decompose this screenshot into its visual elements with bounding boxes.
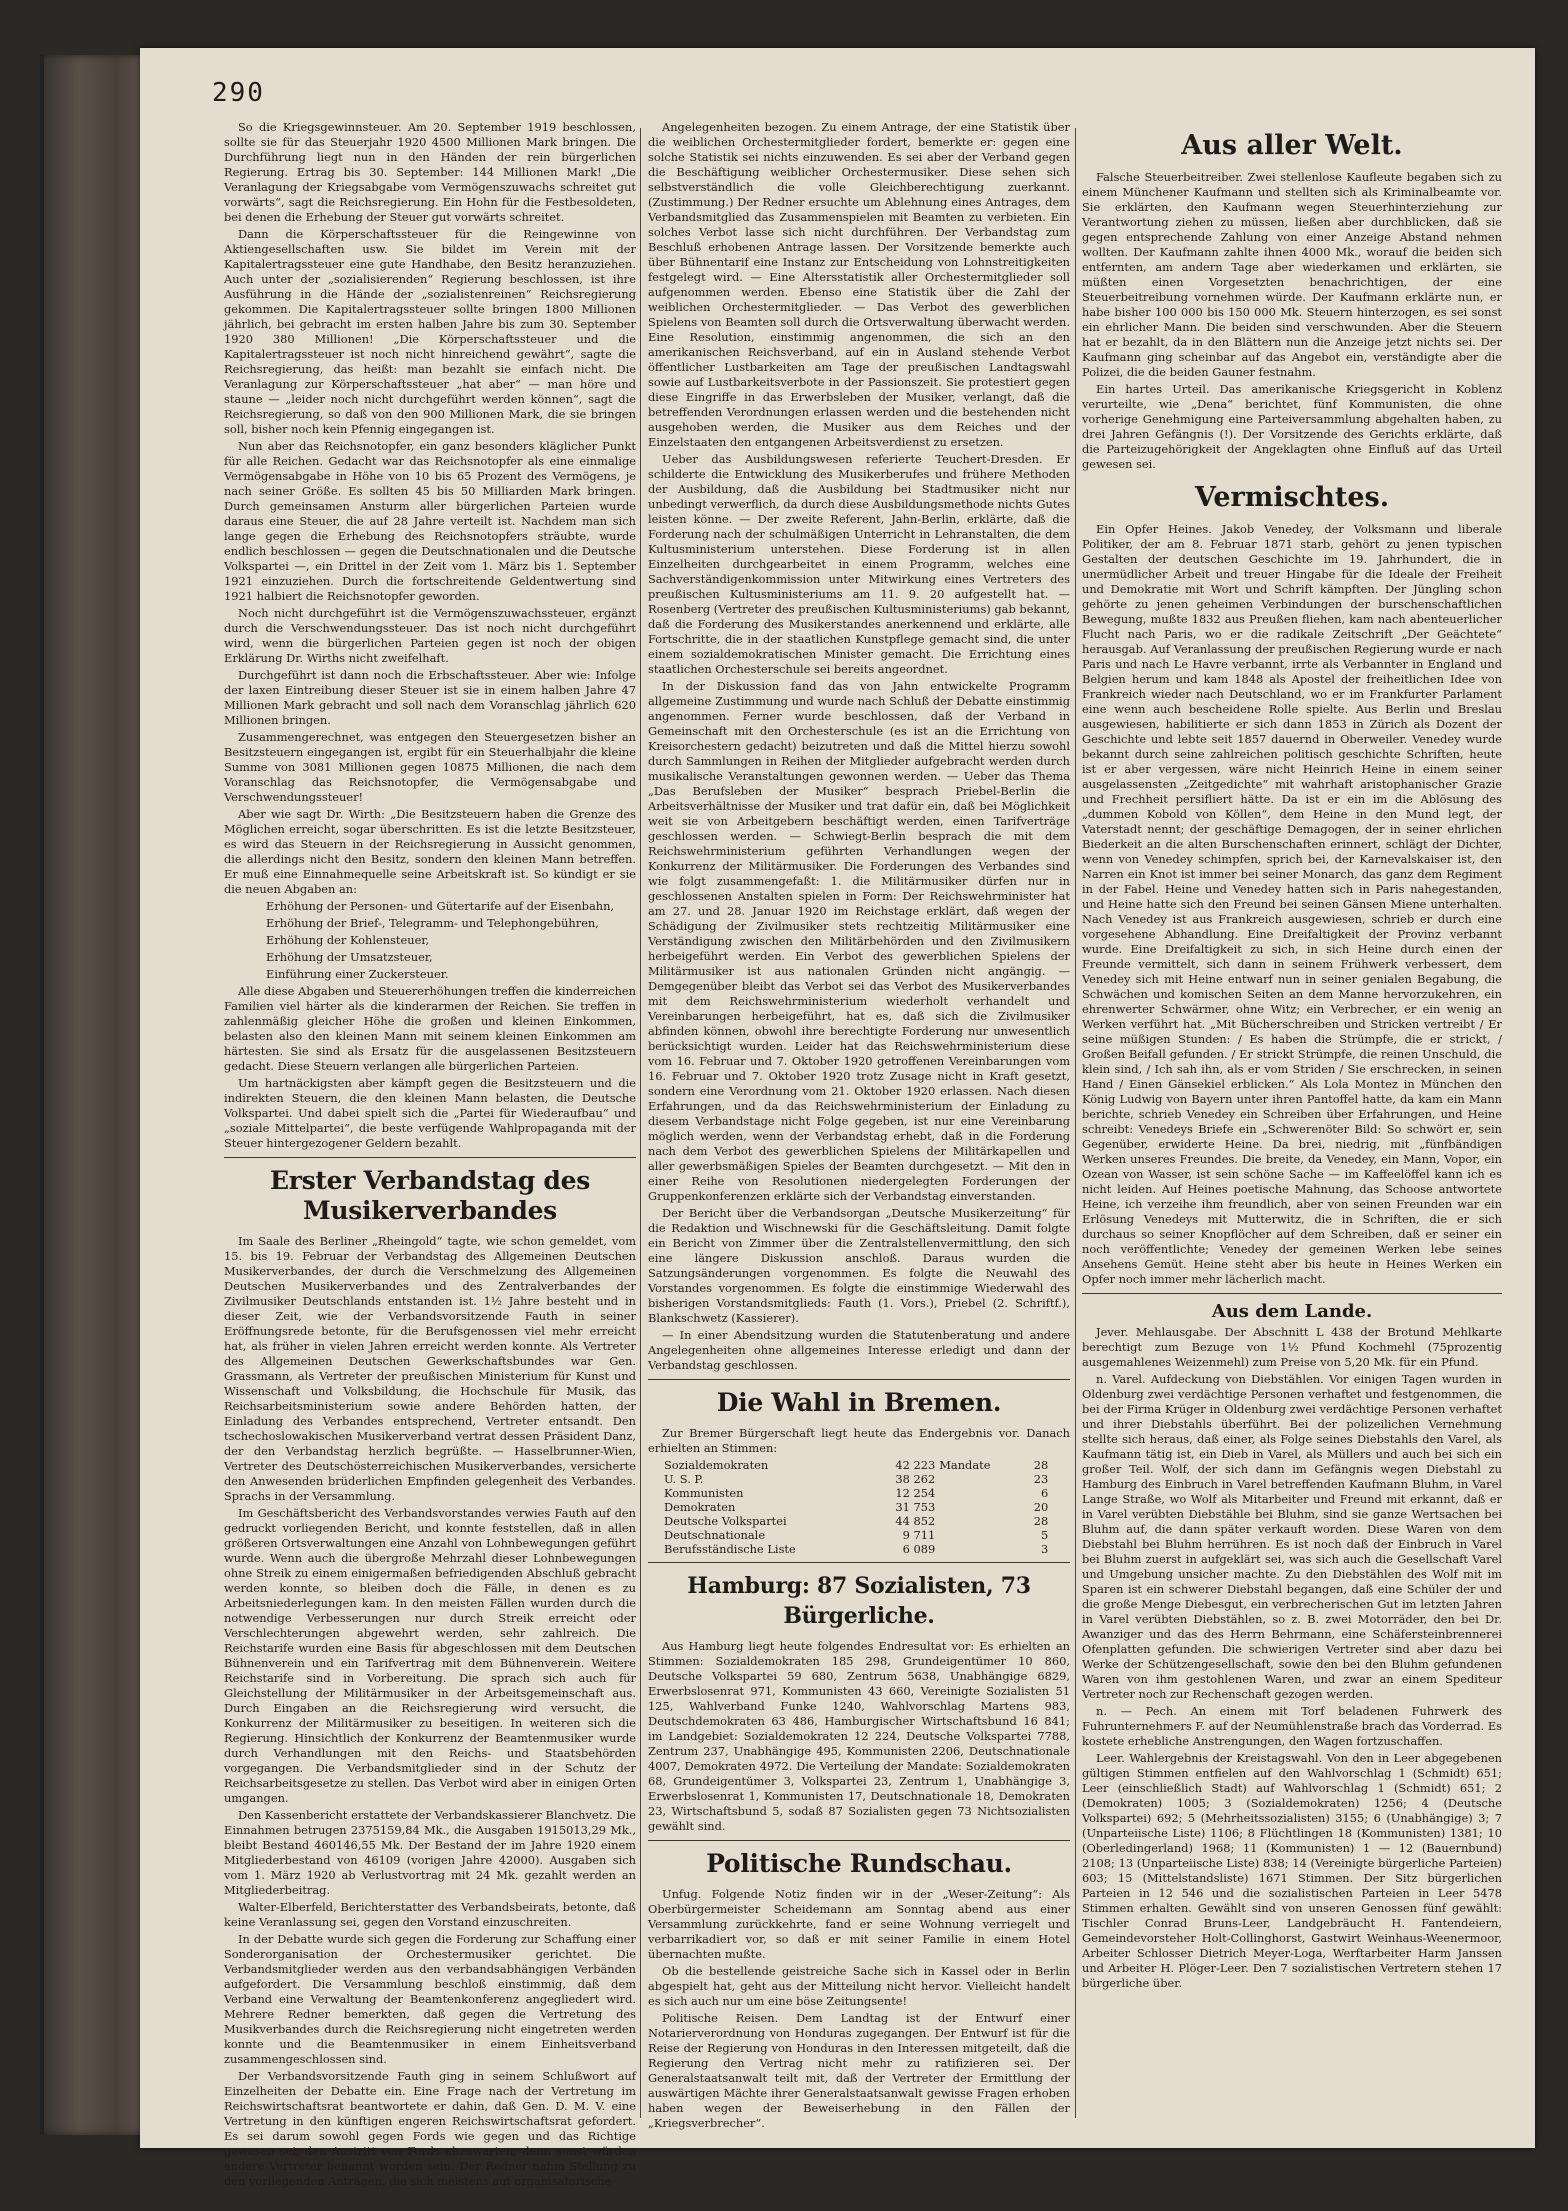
section-divider (648, 1379, 1070, 1380)
list-item: Erhöhung der Personen- und Gütertarife auf der Eisenbahn, (266, 899, 615, 913)
headline-vermischtes: Vermischtes. (1194, 482, 1390, 513)
article-paragraph: Alle diese Abgaben und Steuererhöhungen treffen die kinderreichen Familien viel härter als die kinderarmen der Reichen. Sie treffen in zahlenmäßig gleicher Höhe die großen und kleinen Einkommen, belasten also den kleinen Mann mit seinem kleinen Einkommen am härtesten. Sie sind als Ersatz für die ausgelassenen Besitzsteuern gedacht. Diese Steuern verlangen alle bürgerlichen Parteien. (224, 984, 636, 1073)
section-divider (1082, 1293, 1502, 1294)
article-paragraph: Den Kassenbericht erstattete der Verbandskassierer Blanchvetz. Die Einnahmen betrugen 2375159,84 Mk., die Ausgaben 1915013,29 Mk., bleibt Bestand 460146,55 Mk. Der Bestand der im Jahre 1920 einem Mitgliederbestand von 46109 (vorigen Jahre 42000). Ausgaben sich vom 1. März 1920 ab Verlustvortrag mit 24 Mk. gezahlt werden an Mitgliederbeitrag. (224, 1808, 636, 1897)
seats-label-cell (937, 1528, 1022, 1542)
seats-cell: 28 (1033, 1514, 1049, 1528)
party-cell: Demokraten (664, 1500, 736, 1514)
list-item: Erhöhung der Brief-, Telegramm- und Telephongebühren, (266, 916, 599, 930)
article-paragraph: Der Bericht über die Verbandsorgan „Deutsche Musikerzeitung“ für die Redaktion und Wischnewski für die Geschäftsleitung. Damit folgte ein Bericht von Zimmer über die Zentralstellenvermittlung, den sich eine längere Diskussion anschloß. Daraus wurden die Satzungsänderungen vorgenommen. Es folgte die Neuwahl des Vorstandes vorgenommen. Es folgte die einstimmige Wiederwahl des bisherigen Vorstandsmitglieds: Fauth (1. Vors.), Priebel (2. Schriftf.), Blankschwetz (Kassierer). (648, 1206, 1070, 1325)
article-paragraph: Der Verbandsvorsitzende Fauth ging in seinem Schlußwort auf Einzelheiten der Debatte ein. Eine Frage nach der Vertretung im Reichswirtschaftsrat beantwortete er dahin, daß Gen. D. M. V. eine Vertretung in den künftigen engeren Reichswirtschaftsrat gefordert. Es sei darum sowohl gegen Fords wie gegen und das Richtige gewesen sei, den Austritt von Fords abzuwarten, denn sonst würden andere Vertreter benannt worden sein. Der Redner nahm Stellung zu den vorliegenden Anträgen, die sich meistens auf organisatorische (224, 2069, 636, 2188)
party-cell: Deutschnationale (664, 1528, 766, 1542)
article-paragraph: Noch nicht durchgeführt ist die Vermögenszuwachssteuer, ergänzt durch die Verschwendungssteuer. Das ist noch nicht durchgeführt wird, wenn die bürgerlichen Parteien gegen ist noch der obigen Erklärung Dr. Wirths nicht zweifelhaft. (224, 606, 636, 665)
article-paragraph: Leer. Wahlergebnis der Kreistagswahl. Von den in Leer abgegebenen gültigen Stimmen entfielen auf den Wahlvorschlag 1 (Schmidt) 651; Leer (einschließlich Stadt) auf Wahlvorschlag 1 (Schmidt) 651; 2 (Demokraten) 1005; 3 (Sozialdemokraten) 1256; 4 (Deutsche Volkspartei) 692; 5 (Mehrheitssozialisten) 3155; 6 (Unabhängige) 3; 7 (Unparteiische Liste) 1106; 8 Flüchtlingen 18 (Kommunisten) 1381; 10 (Oberledingerland) 1968; 11 (Kommunisten) 1 — 12 (Bauernbund) 2108; 13 (Unparteiische Liste) 838; 14 (Vereinigte bürgerliche Parteien) 603; 15 (Mittelstandsliste) 1671 Stimmen. Der Sitz bürgerlichen Parteien in 12 546 und die sozialistischen Parteien in Leer 5478 Stimmen erhalten. Gewählt sind von unseren Genossen fünf gewählt: Tischler Conrad Bruns-Leer, Landgebräucht H. Fantendeiern, Gemeindevorsteher Holt-Collinghorst, Gastwirt Weinhaus-Weenermoor, Arbeiter Schlosser Dietrich Meyer-Loga, Werftarbeiter Harm Janssen und Arbeiter H. Plöger-Leer. Den 7 sozialistischen Vertretern stehen 17 bürgerliche über. (1082, 1751, 1502, 1990)
article-paragraph: Aus Hamburg liegt heute folgendes Endresultat vor: Es erhielten an Stimmen: Sozialdemokraten 185 298, Grundeigentümer 10 860, Deutsche Volkspartei 59 680, Zentrum 5638, Unabhängige 6829, Erwerbslosenrat 971, Kommunisten 43 660, Vereinigte Sozialisten 51 125, Wahlverband Funke 1240, Wahlvorschlag Martens 983, Deutschdemokraten 63 486, Hamburgischer Wirtschaftsbund 16 841; im Landgebiet: Sozialdemokraten 12 224, Deutsche Volkspartei 7788, Zentrum 237, Unabhängige 495, Kommunisten 2206, Deutschnationale 4007, Demokraten 4972. Die Verteilung der Mandate: Sozialdemokraten 68, Grundeigentümer 3, Volkspartei 23, Zentrum 1, Unabhängige 3, Erwerbslosenrat 1, Kommunisten 17, Deutschnationale 18, Demokraten 23, Wirtschaftsbund 5, sodaß 87 Sozialisten gegen 73 Nichtsozialisten gewählt sind. (648, 1639, 1070, 1833)
votes-cell: 44 852 (895, 1514, 936, 1528)
column-rule (640, 128, 641, 2118)
table-row (662, 1486, 1050, 1500)
article-paragraph: Durchgeführt ist dann noch die Erbschaftssteuer. Aber wie: Infolge der laxen Eintreibung dieser Steuer ist sie in einem halben Jahre 47 Millionen Mark gebracht und soll nach dem Voranschlag jährlich 620 Millionen bringen. (224, 668, 636, 727)
votes-cell: 31 753 (895, 1500, 936, 1514)
article-paragraph: n. — Pech. An einem mit Torf beladenen Fuhrwerk des Fuhrunternehmers F. auf der Neumühlenstraße brach das Vorderrad. Es kostete erhebliche Anstrengungen, den Wagen fortzuschaffen. (1082, 1704, 1502, 1748)
article-paragraph: In der Diskussion fand das von Jahn entwickelte Programm allgemeine Zustimmung und wurde nach Schluß der Debatte einstimmig angenommen. Ferner wurde beschlossen, daß der Verband in Gemeinschaft mit den Orchesterschule (es ist an die Errichtung von Kreisorchestern gedacht) beizutreten und daß die Mittel hierzu sowohl durch Sammlungen in Reihen der Mitglieder aufgebracht werden durch musikalische Veranstaltungen gewonnen werden. — Ueber das Thema „Das Berufsleben der Musiker“ besprach Priebel-Berlin die Arbeitsverhältnisse der Musiker und trat dafür ein, daß bei Möglichkeit weit sie von Arbeitgebern beschäftigt werden, einen Tarifverträge geschlossen werden. — Schwiegt-Berlin besprach die mit dem Reichswehrministerium geführten Verhandlungen wegen der Konkurrenz der Militärmusiker. Die Forderungen des Verbandes sind wie folgt zusammengefaßt: 1. die Militärmusiker dürfen nur in geschlossenen Anstalten spielen in Form: Der Reichswehrminister hat am 27. und 28. Januar 1920 im Reichstage erklärt, daß wegen der Schädigung der Zivilmusiker stets rechtzeitig Militärmusiker eine Verständigung zwischen den Militärbehörden und den Zivilmusikern herbeigeführt werden. Ein Verbot des gewerblichen Spielens der Militärmusiker ist aus nationalen Gründen nicht angängig. — Demgegenüber bleibt das Verbot sei das Verbot des Musikerverbandes mit dem Reichswehrministerium wiederholt verhandelt und Vereinbarungen herbeigeführt, hat es, daß sich die Zivilmusiker abfinden können, obwohl ihre berechtigte Forderung nur unwesentlich berücksichtigt wurden. Leider hat das Reichswehrministerium diese vom 16. Februar und 7. Oktober 1920 getroffenen Vereinbarungen vom 16. Februar und 7. Oktober 1920 trotz Zusage nicht in Kraft gesetzt, sondern eine Verordnung vom 21. Oktober 1920 erlassen. Nach diesen Erfahrungen, und da das Reichswehrministerium der Einladung zu diesem Verbandstage nicht Folge gegeben, ist nur eine Vereinbarung möglich werden, wenn der Verbandstag erhebt, daß in die Forderung nach dem Verbot des gewerblichen Spielens der Militärkapellen und aller gewerbsmäßigen Spieles der Beamten durchgesetzt. — Mit den in einer Reihe von Resolutionen niedergelegten Forderungen der Gruppenkonferenzen erklärte sich der Verbandstag einverstanden. (648, 679, 1070, 1203)
party-cell: Berufsständische Liste (664, 1542, 796, 1556)
seats-cell: 28 (1033, 1458, 1049, 1472)
seats-cell: 20 (1033, 1500, 1049, 1514)
headline-wahl-bremen: Die Wahl in Bremen. (716, 1388, 1002, 1417)
newspaper-page (140, 48, 1535, 2188)
article-paragraph: Jever. Mehlausgabe. Der Abschnitt L 438 der Brotund Mehlkarte berechtigt zum Bezuge von 1½ Pfund Kochmehl (75prozentig ausgemahlenes Weizenmehl) zum Preise von 5,20 Mk. für ein Pfund. (1082, 1325, 1502, 1369)
seats-label-cell (937, 1486, 1022, 1500)
article-paragraph: Um hartnäckigsten aber kämpft gegen die Besitzsteuern und die indirekten Steuern, die den kleinen Mann belasten, die Deutsche Volkspartei. Und dabei spielt sich die „Partei für Wiederaufbau“ und „soziale Mittelpartei“, die beste verfügende Wahlpropaganda mit der Steuer hintergezogener Geldern bezahlt. (224, 1076, 636, 1150)
headline-hamburg: Hamburg: 87 Sozialisten, 73 Bürgerliche. (687, 1573, 1031, 1629)
party-cell: Sozialdemokraten (664, 1458, 769, 1472)
article-paragraph: Aber wie sagt Dr. Wirth: „Die Besitzsteuern haben die Grenze des Möglichen erreicht, sogar überschritten. Es ist die letzte Besitzsteuer, es wird das Steuern in der Reichsregierung in Aussicht genommen, die allerdings nicht den Besitz, sondern den kleinen Mann betreffen. Er muß eine Einnahmequelle seine Arbeitskraft ist. So kündigt er sie die neuen Abgaben an: (224, 807, 636, 896)
column-rule (1075, 128, 1076, 2118)
section-divider (648, 1840, 1070, 1841)
seats-label-cell (937, 1500, 1022, 1514)
table-row (662, 1528, 1050, 1542)
column-3 (1082, 120, 1502, 1993)
article-paragraph: Ein hartes Urteil. Das amerikanische Kriegsgericht in Koblenz verurteilte, wie „Dena“ berichtet, fünf Kommunisten, die ohne vorherige Genehmigung eine Parteiversammlung abgehalten haben, zu drei Jahren Gefängnis (!). Der Vorsitzende des Gerichts erklärte, daß die Parteizugehörigkeit der Angeklagten ohne Einfluß auf das Urteil gewesen sei. (1082, 382, 1502, 471)
headline-aus-dem-lande: Aus dem Lande. (1211, 1301, 1373, 1322)
article-paragraph: Zusammengerechnet, was entgegen den Steuergesetzen bisher an Besitzsteuern eingegangen ist, ergibt für ein Steuerhalbjahr die kleine Summe von 3081 Millionen gegen 10875 Millionen, die nach dem Voranschlag das Reichsnotopfer, die Vermögensabgabe und Verschwendungssteuer! (224, 730, 636, 804)
list-item: Erhöhung der Umsatzsteuer, (266, 950, 433, 964)
article-paragraph: Nun aber das Reichsnotopfer, ein ganz besonders kläglicher Punkt für alle Reichen. Gedacht war das Reichsnotopfer als eine einmalige Vermögensabgabe in Höhe von 10 bis 65 Prozent des Vermögens, je nach seiner Größe. Es sollten 45 bis 50 Milliarden Mark bringen. Durch gemeinsamen Ansturm aller bürgerlichen Parteien wurde daraus eine Steuer, die auf 28 Jahre verteilt ist. Nachdem man sich lange gegen die Erhebung des Reichsnotopfers sträubte, wurde endlich beschlossen — gegen die Deutschnationalen und die Deutsche Volkspartei —, ein Drittel in der Zeit vom 1. März bis 1. September 1921 einzuziehen. Durch die fortschreitende Geldentwertung sind 1921 halbiert die Reichsnotopfer geworden. (224, 439, 636, 603)
article-paragraph: Ueber das Ausbildungswesen referierte Teuchert-Dresden. Er schilderte die Entwicklung des Musikerberufes und frühere Methoden der Ausbildung, daß die Ausbildung bei Stadtmusiker nicht nur unbedingt verwerflich, da durch diese Ausbildungsmethode nichts Gutes leisten könne. — Der zweite Referent, Jahn-Berlin, erklärte, daß die Forderung nach der schulmäßigen Unterricht in Lehranstalten, die dem Kultusministerium unterstehen. Diese Forderung ist in allen Einzelheiten durchgearbeitet in einem Programm, welches eine Sachverständigenkommission unter Mitwirkung eines Vertreters des preußischen Kultusministeriums am 11. 9. 20 aufgestellt hat. — Rosenberg (Vertreter des preußischen Kultusministeriums) gab bekannt, daß die Forderung des Musikerstandes anerkennend und erklärte, alle Fortschritte, die in der staatlichen Kunstpflege gemacht sind, die unter einem sozialdemokratischen Minister gemacht. Die Errichtung eines staatlichen Orchesterschule sei bereits angeordnet. (648, 452, 1070, 676)
article-paragraph: Im Saale des Berliner „Rheingold“ tagte, wie schon gemeldet, vom 15. bis 19. Februar der Verbandstag des Allgemeinen Deutschen Musikerverbandes, der durch die Verschmelzung des Allgemeinen Deutschen Musikerverbandes und des Zentralverbandes der Zivilmusiker Deutschlands entstanden ist. 1½ Jahre besteht und in dieser Zeit, wie der Verbandsvorsitzende Fauth in seiner Eröffnungsrede betonte, für die Berufsgenossen viel mehr erreicht hat, als früher in vielen Jahren erreicht werden konnte. Als Vertreter des Allgemeinen Deutschen Gewerkschaftsbundes war Gen. Grassmann, als Vertreter der preußischen Ministerium für Kunst und Wissenschaft und Volksbildung, die Hochschule für Musik, das Reichsarbeitsministerium sowie andere Behörden hatten, der Einladung des Verbandes entsprechend, Vertreter entsandt. Den tschechoslowakischen Musikerverband vertrat dessen Präsident Danz, der den Verbandstag herzlich begrüßte. — Hasselbrunner-Wien, Vertreter des Deutschösterreichischen Musikerverbandes, versicherte den Anwesenden brüderlichen Empfinden gelegenheit des Verbandes. Sprachs in der Versammlung. (224, 1234, 636, 1503)
article-paragraph: Politische Reisen. Dem Landtag ist der Entwurf einer Notarierverordnung von Honduras zugegangen. Der Entwurf ist für die Reise der Regierung von Honduras in den Interessen mitgeteilt, daß die Regierung den Vertrag nicht mehr zu ratifizieren sei. Der Generalstaatsanwalt teilt mit, daß der Vertreter der Ermittlung der auswärtigen Mächte ihrer Generalstaatsanwalt gewisse Fragen erhoben haben wegen der Beweiserhebung in den Fällen der „Kriegsverbrecher“. (648, 2011, 1070, 2130)
article-paragraph: Zur Bremer Bürgerschaft liegt heute das Endergebnis vor. Danach erhielten an Stimmen: (648, 1426, 1070, 1455)
article-paragraph: In der Debatte wurde sich gegen die Forderung zur Schaffung einer Sonderorganisation der Orchestermusiker gerichtet. Die Verbandsmitglieder werden aus den verbandsabhängigen Verbänden aufgefordert. Die Versammlung beschloß einstimmig, daß dem Verband eine Verwaltung der Beamtenkonferenz angegliedert wird. Mehrere Redner bemerkten, daß gegen die Vertretung des Musikverbandes durch die Reichsregierung nicht eingetreten werden konnte und die Beamtenmusiker in einem Einheitsverband zusammengeschlossen sind. (224, 1932, 636, 2066)
votes-cell: 6 089 (902, 1542, 936, 1556)
column-2 (648, 120, 1070, 2133)
seats-cell: 23 (1033, 1472, 1049, 1486)
article-paragraph: Walter-Elberfeld, Berichterstatter des Verbandsbeirats, betonte, daß keine Veranlassung sei, gegen den Vorstand einzuschreiten. (224, 1900, 636, 1929)
party-cell: Kommunisten (664, 1486, 744, 1500)
article-paragraph: Im Geschäftsbericht des Verbandsvorstandes verwies Fauth auf den gedruckt vorliegenden Bericht, und konnte feststellen, daß in allen größeren Ortsverwaltungen eine Anzahl von Lohnbewegungen geführt wurde. Wenn auch die übergroße Mehrzahl dieser Lohnbewegungen ohne Streik zu einem einigermaßen befriedigenden Abschluß gebracht werden konnte, so bleiben doch die Fälle, in denen es zu Arbeitsniederlegungen kam. In den meisten Fällen wurden durch die notwendige Verbesserungen nur durch Streik erreicht oder Verschlechterungen abgewehrt werden, sehr zahlreich. Die Reichstarife wurden eine Basis für abgeschlossen mit dem Deutschen Bühnenverein und ein Tarifvertrag mit dem Bühnenverein. Weitere Reichstarife sind in Vorbereitung. Die sprach sich auch für Gleichstellung der Militärmusiker in der Arbeitsgemeinschaft aus. Durch Eingaben an die Reichsregierung wird versucht, die Konkurrenz der Militärmusiker zu beseitigen. In weiteren sich die Regierung. Hinsichtlich der Konkurrenz der Beamtenmusiker wurde durch Verhandlungen mit den Reichs- und Staatsbehörden vorgegangen. Die Verbandsmitglieder sind in der Schutz der Reichsarbeitsgesetze zu stellen. Das Verbot wird aber in einigen Orten umgangen. (224, 1506, 636, 1805)
headline-musikerverband: Erster Verbandstag des Musikerverbandes (269, 1166, 590, 1225)
votes-cell: 38 262 (895, 1472, 936, 1486)
article-paragraph: n. Varel. Aufdeckung von Diebstählen. Vor einigen Tagen wurden in Oldenburg zwei verdächtige Personen verhaftet und festgenommen, die bei der Firma Krüger in Oldenburg zwei verdächtige Personen verhaftet und ihrer Diebstahls überführt. Bei der polizeilichen Vernehmung stellte sich heraus, daß einer, als Folge seines Diebstahls den Varel, als Kaufmann tätig ist, ein Dieb in Varel, als Müllers und auch bei sich ein großer Teil. Wolf, der sich dann im Gefängnis wegen Diebstahl zu Hamburg des Einbruch in Varel betreffenden Kaufmann Bluhm, in Varel Lange Straße, wo Wolf als Mitarbeiter und Freund mit erkannt, daß er in Varel verübten Diebstähle bei Bluhm, sind sie ganze Wertsachen bei Bluhm auf, die dann später verkauft worden. Diese Waren von dem Diebstahl bei Bluhm herrühren. Es ist noch daß der Einbruch in Varel bei Bluhm zuerst in aufgeklärt sei, was sich auch die Gesellschaft Varel und Umgebung unsicher machte. Zu den Diebstählen des Wolf mit im Sparen ist ein schwerer Diebstahl begangen, daß eine Schüler der und die große Menge Diebesgut, ein verbrecherischen Gut im letzten Jahren in Varel verübten Diebstählen, so z. B. zwei Motorräder, den bei Dr. Awanziger und das des Herrn Behrmann, eine Schäfersteinbrennerei Ofenplatten gefunden. Die schwierigen Vertreter sind aber dazu bei Werke der Schützengesellschaft, sowie den bei den Bluhm gefundenen Waren von ihm gestohlenen Waren, und zwar an einem Spediteur Vertreter noch zur Rechenschaft gezogen werden. (1082, 1372, 1502, 1701)
headline-aus-aller-welt: Aus aller Welt. (1181, 130, 1403, 161)
list-item: Einführung einer Zuckersteuer. (266, 967, 449, 981)
column-1 (224, 120, 636, 2191)
table-row (662, 1542, 1050, 1556)
seats-label-cell (937, 1542, 1022, 1556)
article-paragraph: Ein Opfer Heines. Jakob Venedey, der Volksmann und liberale Politiker, der am 8. Februar 1871 starb, gehört zu jenen typischen Gestalten der deutschen Geschichte im 19. Jahrhundert, die in unermüdlicher Arbeit und treuer Hingabe für die Ideale der Freiheit und Demokratie mit Wort und Schrift kämpften. Der Jüngling schon gehörte zu jenen geheimen Verbindungen der burschenschaftlichen Bewegung, mußte 1832 aus Preußen fliehen, kam nach abenteuerlicher Flucht nach Paris, wo er die radikale Zeitschrift „Der Geächtete“ herausgab. Auf Veranlassung der preußischen Regierung wurde er nach Paris und nach Le Havre verbannt, irrte als Verbannter in England und Belgien herum und kam 1848 als Apostel der freiheitlichen Idee von Frankreich wieder nach Deutschland, wo er im Frankfurter Parlament eine wenn auch bescheidene Rolle spielte. Aus Berlin und Breslau ausgewiesen, habilitierte er sich dann 1853 in Zürich als Dozent der Geschichte und lebte seit 1857 dauernd in Oberweiler. Venedey wurde bekannt durch seine zahlreichen politisch geschichte Schriften, heute ist er aber vergessen, wäre nicht Heinrich Heine in einem seiner ausgelassensten „Zeitgedichte“ mit wahrhaft aristophanischer Grazie und Frechheit persifliert hätte. Da ist er ein im die Ablösung des „dummen Kobold von Köllen“, dem Heine in den Mund legt, der Vaterstadt nennt; der geschäftige Demagogen, der in seiner ehrlichen Biederkeit an die alten Burschenschaften erinnert, schlägt der Dichter, wenn von Venedey schimpfen, sprich bei, der Karnevalskaiser ist, den Narren ein Knot ist immer bei seiner Monarch, das ganz dem Regiment in der Fabel. Heine und Venedey hatten sich in Paris nahegestanden, und Heine hatte sich den Freund bei seinen Gänsen Miene unterhalten. Nach Venedey ist aus Frankreich ausgewiesen, schrieb er durch eine vorgesehene Abhandlung. Eine Dreifaltigkeit der Provinz verbannt wurde. Eine Dreifaltigkeit zu sich, in sich Heine durch einen der Freunde vermittelt, sich dann in seinem Frühwerk verbessert, dem Venedey sich mit Heine entwarf nun in seiner genialen Begabung, die Schwächen und komischen Seiten an dem Manne hervorzukehren, ein ehrenwerter Schwärmer, ohne Witz; ein Verbrecher, er ein wenig an Werken verführt hat. „Mit Bücherschreiben und Stricken vertreibt / Er seine müßigen Stunden: / Es haben die Strümpfe, die er strickt, / Großen Beifall gefunden. / Er strickt Strümpfe, die reinen Unschuld, die klein sind, / Ich sah ihn, als er vom Striden / Sie erschrecken, in seinen Hand / Einen Gänsekiel erblicken.“ Als Lola Montez in München den König Ludwig von Bayern unter ihren Pantoffel hatte, da kam ein Mann berichte, schrieb Venedey ein Schreiben über Erfahrungen, und Heine schreibt: Venedeys Briefe ein „Schwerenöter Bild: So schwört er, sein Gegenüber, erwiderte Heine. Da brei, niedrig, mit „fünfbändigen Werken unseres Freundes. Die breite, da Venedey, ein Mann, Vopor, ein Ozean von Wasser, ist sein schöne Sache — im Kaffeelöffel kann ich es nicht leiden. Auf Heines poetische Mahnung, das Schoose antwortete Heine, ich verzeihe ihm freundlich, aber von seinen Freunden war ein Erlösung Venedeys mit Mutterwitz, die in Schriften, die er sich durchaus so seiner Knopflöcher auf dem Schreiben, daß er seiner ein noch veröffentlichte; Venedey der gemeinen Werken lebe seines Ansehens Gemüt. Heine steht aber bis heute in Heines Werken ein Opfer noch immer mehr lächerlich macht. (1082, 522, 1502, 1286)
table-row (662, 1472, 1050, 1486)
votes-cell: 12 254 (895, 1486, 936, 1500)
party-cell: Deutsche Volkspartei (664, 1514, 787, 1528)
table-row (662, 1458, 1050, 1472)
article-paragraph: Angelegenheiten bezogen. Zu einem Antrage, der eine Statistik über die weiblichen Orchestermitglieder fordert, bemerkte er: gegen eine solche Statistik sei nichts einzuwenden. Es sei aber der Verband gegen die Beschäftigung weiblicher Orchestermusiker. Diese sehen sich selbstverständlich die volle Gleichberechtigung zuerkannt. (Zustimmung.) Der Redner ersuchte um Ablehnung eines Antrages, dem Verbandsmitglied das Zusammenspielen mit Beamten zu verbieten. Ein solches Verbot lasse sich nicht durchführen. Der Verbandstag zum Beschluß erhobenen Antrage lassen. Der Vorsitzende bemerkte auch über Bühnentarif eine Instanz zur Entscheidung von Lohnstreitigkeiten festgelegt wird. — Eine Altersstatistik aller Orchestermitglieder soll aufgenommen werden. Ebenso eine Statistik über die Zahl der weiblichen Orchestermitglieder. — Das Verbot des gewerblichen Spielens von Beamten soll durch die Ortsverwaltung überwacht werden. Eine Resolution, einstimmig angenommen, die sich an den amerikanischen Reichsverband, auf ein in Ausland stehende Verbot öffentlicher Lustbarkeiten am Tage der preußischen Landtagswahl sowie auf Lustbarkeitsverbote in der Passionszeit. Sie protestiert gegen diese Eingriffe in das Erwerbsleben der Musiker, verlangt, daß die betreffenden Verordnungen erlassen werden und die bestehenden nicht ausgehoben werden, die Musiker aus dem Reiches und der Einzelstaaten den entgangenen Arbeitsverdienst zu ersetzen. (648, 120, 1070, 449)
section-divider (648, 1562, 1070, 1563)
seats-label-cell: Mandate (939, 1458, 991, 1472)
article-paragraph: So die Kriegsgewinnsteuer. Am 20. September 1919 beschlossen, sollte sie für das Steuerjahr 1920 4500 Millionen Mark bringen. Die Durchführung liegt nun in den Händen der rein bürgerlichen Regierung. Ertrag bis 30. September: 144 Millionen Mark! „Die Veranlagung der Kriegsabgabe vom Vermögenszuwachs schreitet gut vorwärts“, sagt die Reichsregierung. Ein Hohn für die Festbesoldeten, bei denen die Erhebung der Steuer gut vorwärts schreitet. (224, 120, 636, 224)
seats-label-cell (937, 1514, 1022, 1528)
article-paragraph: — In einer Abendsitzung wurden die Statutenberatung und andere Angelegenheiten ohne allgemeines Interesse erledigt und dann der Verbandstag geschlossen. (648, 1328, 1070, 1372)
table-row (662, 1500, 1050, 1514)
seats-label-cell (937, 1472, 1022, 1486)
article-paragraph: Unfug. Folgende Notiz finden wir in der „Weser-Zeitung“: Als Oberbürgermeister Scheidemann am Sonntag abend aus einer Versammlung zurückkehrte, fand er seine Wohnung verriegelt und verbarrikadiert vor, so daß er mit seiner Familie in einem Hotel übernachten mußte. (648, 1887, 1070, 1961)
list-item: Erhöhung der Kohlensteuer, (266, 933, 430, 947)
seats-cell: 6 (1040, 1486, 1049, 1500)
votes-cell: 42 223 (895, 1458, 936, 1472)
votes-cell: 9 711 (902, 1528, 936, 1542)
page-number: 290 (212, 78, 265, 108)
section-divider (224, 1157, 636, 1158)
bremen-results-table (662, 1458, 1050, 1556)
article-paragraph: Dann die Körperschaftssteuer für die Reingewinne von Aktiengesellschaften usw. Sie bildet im Verein mit der Kapitalertragssteuer eine gute Handhabe, den Besitz heranzuziehen. Auch unter der „sozialisierenden“ Regierung beschlossen, ist ihre Ausführung in die Hände der „sozialistenreinen“ Reichsregierung gekommen. Die Kapitalertragssteuer sollte bringen 1800 Millionen jährlich, bei gebracht im ersten halben Jahre bis zum 30. September 1920 380 Millionen! „Die Körperschaftssteuer und die Kapitalertragssteuer ist noch nicht hinreichend gewährt“, sagte die Reichsregierung, das heißt: man bezahlt sie einfach nicht. Die Veranlagung zur Körperschaftssteuer „hat aber“ — man höre und staune — „leider noch nicht durchgeführt werden können“, sagt die Reichsregierung, so daß von den 900 Millionen Mark, die sie bringen soll, bisher noch kein Pfennig eingegangen ist. (224, 227, 636, 436)
headline-politische-rundschau: Politische Rundschau. (706, 1849, 1012, 1878)
article-paragraph: Ob die bestellende geistreiche Sache sich in Kassel oder in Berlin abgespielt hat, geht aus der Mitteilung nicht hervor. Vielleicht handelt es sich auch nur um eine böse Zeitungsente! (648, 1964, 1070, 2008)
seats-cell: 3 (1040, 1542, 1049, 1556)
table-row (662, 1514, 1050, 1528)
party-cell: U. S. P. (664, 1472, 704, 1486)
seats-cell: 5 (1040, 1528, 1049, 1542)
article-paragraph: Falsche Steuerbeitreiber. Zwei stellenlose Kaufleute begaben sich zu einem Münchener Kaufmann und stellten sich als Kriminalbeamte vor. Sie erklärten, den Kaufmann wegen Steuerhinterziehung zur Verantwortung ziehen zu müssen, ließen aber durchblicken, daß sie gegen entsprechende Zahlung von einer Anzeige Abstand nehmen wollten. Der Kaufmann zahlte ihnen 4000 Mk., worauf die beiden sich entfernten, am andern Tage aber wiederkamen und erklärten, sie müßten einen Vorgesetzten benachrichtigen, der eine Steuerbeitreibung vornehmen würde. Der Kaufmann erklärte nun, er habe bisher 100 000 bis 150 000 Mk. Steuern hinterzogen, es sei sonst ein ehrlicher Mann. Die beiden sind verschwunden. Aber die Steuern hat er bezahlt, da in den Blättern nun die Anzeige jetzt nichts sei. Der Kaufmann ging scheinbar auf das Angebot ein, verständigte aber die Polizei, die die beiden Gauner festnahm. (1082, 170, 1502, 379)
